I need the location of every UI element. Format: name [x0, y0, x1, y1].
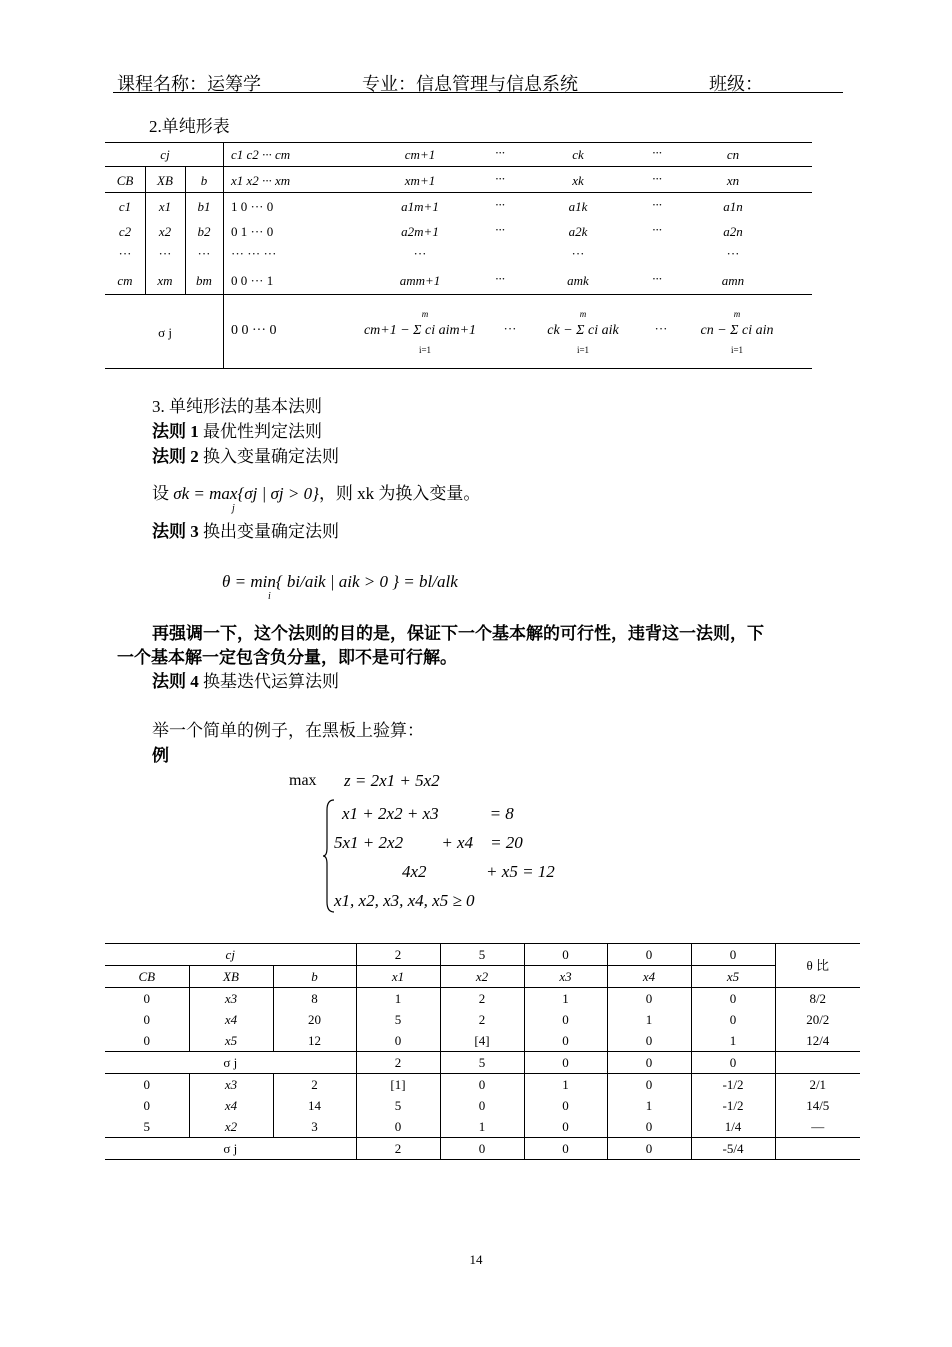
t2-row: 0 x3 2 [1] 0 1 0 -1/2 2/1	[105, 1074, 860, 1096]
constraint-2: 5x1 + 2x2 + x4 = 20	[334, 833, 523, 852]
t1-sum-bottom-3: i=1	[730, 345, 744, 355]
section3-title: 3. 单纯形法的基本法则	[152, 397, 322, 416]
rule3-formula-sub: i	[268, 591, 271, 602]
rule4: 法则 4 换基迭代运算法则	[152, 672, 339, 691]
example-simplex-table	[105, 943, 860, 1160]
t2-sigma-row-2: σ j 2 0 0 0 -5/4	[105, 1138, 860, 1160]
t1-hd-dots2: ···	[652, 171, 662, 186]
constraint-1: x1 + 2x2 + x3 = 8	[342, 804, 514, 823]
t1-cj-dots1: ···	[495, 145, 505, 160]
t1-xbasic: x1 x2 ··· xm	[231, 173, 291, 188]
rule3: 法则 3 换出变量确定法则	[152, 522, 339, 541]
t1-sigma-n: cn − Σ ci ain	[700, 323, 774, 338]
objective: z = 2x1 + 5x2	[344, 771, 440, 790]
t1-sigma-dots1: ···	[503, 321, 517, 336]
example-label: 例	[152, 746, 169, 765]
t2-row: 0 x4 20 5 2 0 1 0 20/2	[105, 1009, 860, 1030]
emphasis-line-2: 一个基本解一定包含负分量，即不是可行解。	[117, 648, 457, 667]
example-intro: 举一个简单的例子，在黑板上验算：	[152, 721, 424, 740]
section2-title: 2.单纯形表	[149, 117, 230, 136]
t1-cj-m1: cm+1	[404, 147, 436, 162]
emphasis-line-1: 再强调一下，这个法则的目的是，保证下一个基本解的可行性，违背这一法则，下	[152, 624, 764, 643]
t1-sigma-dots2: ···	[654, 321, 668, 336]
t1-sigma-k: ck − Σ ci aik	[547, 323, 619, 338]
rule1: 法则 1 最优性判定法则	[152, 422, 322, 441]
t1-xn: xn	[726, 173, 740, 188]
rule2-formula-line: 设 σk = max{σj | σj > 0}，则 xk 为换入变量。	[152, 484, 481, 503]
t1-b: b	[200, 173, 208, 188]
t1-sigma-label: σ j	[158, 325, 172, 340]
t2-head-row: CB XB b x1 x2 x3 x4 x5	[105, 966, 860, 988]
objective-max: max	[289, 772, 317, 789]
t1-sigma-m1: cm+1 − Σ ci aim+1	[363, 323, 477, 338]
t1-xb: XB	[157, 173, 173, 188]
t1-sum-bottom-2: i=1	[576, 345, 590, 355]
rule3-formula: θ = min{ bi/aik | aik > 0 } = bl/alk	[222, 572, 458, 591]
t2-cj-row: cj 2 5 0 0 0 θ 比	[105, 944, 860, 966]
t1-sum-top-1: m	[421, 309, 429, 319]
header-class: 班级：	[709, 74, 763, 94]
t1-cj: cj	[160, 147, 170, 162]
t1-sum-top-2: m	[579, 309, 587, 319]
t2-row: 5 x2 3 0 1 0 0 1/4 —	[105, 1116, 860, 1138]
t1-xm1: xm+1	[404, 173, 436, 188]
rule2: 法则 2 换入变量确定法则	[152, 447, 339, 466]
t1-sum-bottom-1: i=1	[418, 345, 432, 355]
rule2-formula-sub: j	[232, 503, 235, 514]
constraint-3: 4x2 + x5 = 12	[402, 862, 555, 881]
t1-sum-top-3: m	[733, 309, 741, 319]
t2-row: 0 x4 14 5 0 0 1 -1/2 14/5	[105, 1095, 860, 1116]
t1-sigma-basic: 0 0 ··· 0	[231, 323, 277, 338]
header-major: 专业：信息管理与信息系统	[362, 74, 578, 94]
t2-row: 0 x5 12 0 [4] 0 0 1 12/4	[105, 1030, 860, 1052]
t1-xk: xk	[572, 173, 584, 188]
t1-cj-dots2: ···	[652, 145, 662, 160]
t1-hd-dots1: ···	[495, 171, 505, 186]
t2-sigma-row-1: σ j 2 5 0 0 0	[105, 1052, 860, 1074]
constraint-4: x1, x2, x3, x4, x5 ≥ 0	[334, 891, 475, 910]
t2-row: 0 x3 8 1 2 1 0 0 8/2	[105, 988, 860, 1010]
t1-cj-basic: c1 c2 ··· cm	[231, 147, 291, 162]
rule2-formula: σk = max{σj | σj > 0}	[173, 484, 319, 503]
header-rule	[113, 92, 843, 93]
t1-cj-n: cn	[726, 147, 740, 162]
page-number: 14	[469, 1252, 483, 1267]
simplex-form-table: cj c1 c2 ··· cm cm+1 ··· ck ··· cn CB XB b x1 x2 ··· xm xm+1 ··· xk ··· xn c1 x1 b1 1 0 ··· 0 a1m+1 ··· a1k ··· a1n c2 x2 b2 0 1 ··· 0 a2m+1 ··· a2k ··· a2n ··· ··· ··· ··· ··· ··· ··· ··· ··· cm xm bm 0 0 ··· 1 amm+1 ··· amk ··· amn σ j 0 0 ··· 0 cm+1 − Σ ci aim+1 ··· ck − Σ ci aik ··· cn − Σ ci ain m i=1 m i=1 m i=1	[105, 142, 812, 370]
header-course: 课程名称：运筹学	[117, 74, 261, 94]
theta-header: θ 比	[775, 944, 860, 988]
t1-cj-k: ck	[572, 147, 584, 162]
t1-cb: CB	[116, 173, 134, 188]
